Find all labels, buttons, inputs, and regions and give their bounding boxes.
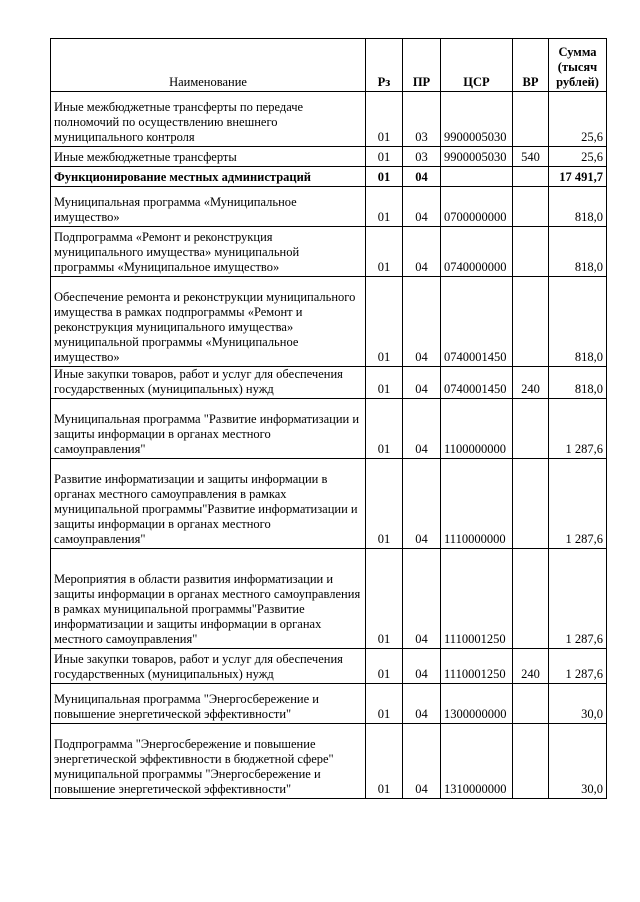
row-name-cell: Подпрограмма «Ремонт и реконструкция муниципального имущества» муниципальной программы «Муниципальное имущество» (51, 227, 366, 277)
row-vr-cell: 540 (513, 147, 549, 167)
table-row (51, 399, 607, 459)
row-name-cell: Иные межбюджетные трансферты по передаче полномочий по осуществлению внешнего муниципального контроля (51, 92, 366, 147)
row-vr-cell (513, 277, 549, 367)
row-vr-cell (513, 549, 549, 649)
row-rz-cell: 01 (366, 167, 403, 187)
row-name-cell: Иные межбюджетные трансферты (51, 147, 366, 167)
row-name-cell: Иные закупки товаров, работ и услуг для обеспечения государственных (муниципальных) нужд (51, 649, 366, 684)
row-name-cell: Муниципальная программа "Энергосбережение и повышение энергетической эффективности" (51, 684, 366, 724)
row-name-cell: Обеспечение ремонта и реконструкции муниципального имущества в рамках подпрограммы «Ремонт и реконструкция муниципального имущества» муниципальной программы «Муниципальное имущество» (51, 277, 366, 367)
row-vr-cell (513, 187, 549, 227)
header-sum: Сумма (тысяч рублей) (549, 39, 607, 92)
row-pr-cell: 04 (403, 649, 441, 684)
row-name-cell: Иные закупки товаров, работ и услуг для обеспечения государственных (муниципальных) нужд (51, 367, 366, 399)
budget-table (50, 38, 607, 799)
table-row (51, 147, 607, 167)
row-csr-cell: 0700000000 (441, 187, 513, 227)
row-sum-cell: 818,0 (549, 277, 607, 367)
row-pr-cell: 04 (403, 399, 441, 459)
row-csr-cell: 9900005030 (441, 147, 513, 167)
row-pr-cell: 04 (403, 277, 441, 367)
row-sum-cell: 25,6 (549, 147, 607, 167)
row-csr-cell: 1310000000 (441, 724, 513, 799)
row-vr-cell (513, 724, 549, 799)
row-pr-cell: 04 (403, 549, 441, 649)
row-csr-cell: 1110001250 (441, 549, 513, 649)
row-csr-cell: 0740001450 (441, 367, 513, 399)
row-sum-cell: 30,0 (549, 724, 607, 799)
row-rz-cell: 01 (366, 649, 403, 684)
row-sum-cell: 1 287,6 (549, 459, 607, 549)
row-csr-cell: 1110001250 (441, 649, 513, 684)
row-sum-cell: 1 287,6 (549, 649, 607, 684)
table-row (51, 227, 607, 277)
row-name-cell: Функционирование местных администраций (51, 167, 366, 187)
row-rz-cell: 01 (366, 227, 403, 277)
table-row (51, 277, 607, 367)
row-sum-cell: 818,0 (549, 227, 607, 277)
header-name: Наименование (51, 39, 366, 92)
row-sum-cell: 17 491,7 (549, 167, 607, 187)
row-rz-cell: 01 (366, 459, 403, 549)
row-pr-cell: 04 (403, 187, 441, 227)
row-rz-cell: 01 (366, 147, 403, 167)
row-rz-cell: 01 (366, 549, 403, 649)
row-vr-cell (513, 459, 549, 549)
row-pr-cell: 03 (403, 147, 441, 167)
row-name-cell: Развитие информатизации и защиты информации в органах местного самоуправления в рамках муниципальной программы"Развитие информатизации и защиты информации в органах местного самоуправления" (51, 459, 366, 549)
row-rz-cell: 01 (366, 187, 403, 227)
row-vr-cell: 240 (513, 649, 549, 684)
row-csr-cell: 1100000000 (441, 399, 513, 459)
header-row (51, 39, 607, 92)
row-csr-cell: 1300000000 (441, 684, 513, 724)
row-csr-cell: 1110000000 (441, 459, 513, 549)
row-sum-cell: 1 287,6 (549, 549, 607, 649)
table-row (51, 187, 607, 227)
row-sum-cell: 25,6 (549, 92, 607, 147)
table-row (51, 724, 607, 799)
row-pr-cell: 04 (403, 684, 441, 724)
row-rz-cell: 01 (366, 399, 403, 459)
row-vr-cell: 240 (513, 367, 549, 399)
table-row (51, 459, 607, 549)
table-row (51, 367, 607, 399)
row-rz-cell: 01 (366, 92, 403, 147)
header-vr: ВР (513, 39, 549, 92)
row-rz-cell: 01 (366, 684, 403, 724)
row-sum-cell: 1 287,6 (549, 399, 607, 459)
row-vr-cell (513, 684, 549, 724)
table-row (51, 684, 607, 724)
row-vr-cell (513, 167, 549, 187)
row-name-cell: Мероприятия в области развития информатизации и защиты информации в органах местного самоуправления в рамках муниципальной программы"Развитие информатизации и защиты информации в органах местного самоуправления" (51, 549, 366, 649)
row-name-cell: Муниципальная программа «Муниципальное имущество» (51, 187, 366, 227)
row-rz-cell: 01 (366, 724, 403, 799)
row-csr-cell: 0740001450 (441, 277, 513, 367)
row-sum-cell: 818,0 (549, 187, 607, 227)
row-sum-cell: 818,0 (549, 367, 607, 399)
row-csr-cell: 0740000000 (441, 227, 513, 277)
table-row (51, 549, 607, 649)
row-vr-cell (513, 227, 549, 277)
row-csr-cell: 9900005030 (441, 92, 513, 147)
row-pr-cell: 04 (403, 724, 441, 799)
row-sum-cell: 30,0 (549, 684, 607, 724)
row-pr-cell: 04 (403, 227, 441, 277)
header-pr: ПР (403, 39, 441, 92)
table-row (51, 649, 607, 684)
row-vr-cell (513, 399, 549, 459)
row-csr-cell (441, 167, 513, 187)
row-pr-cell: 04 (403, 459, 441, 549)
row-vr-cell (513, 92, 549, 147)
row-name-cell: Муниципальная программа "Развитие информатизации и защиты информации в органах местного самоуправления" (51, 399, 366, 459)
header-csr: ЦСР (441, 39, 513, 92)
table-row (51, 92, 607, 147)
table-row (51, 167, 607, 187)
row-rz-cell: 01 (366, 277, 403, 367)
row-name-cell: Подпрограмма "Энергосбережение и повышение энергетической эффективности в бюджетной сфере" муниципальной программы "Энергосбережение и повышение энергетической эффективности" (51, 724, 366, 799)
row-pr-cell: 04 (403, 167, 441, 187)
row-pr-cell: 04 (403, 367, 441, 399)
row-rz-cell: 01 (366, 367, 403, 399)
table-body (51, 92, 607, 799)
row-pr-cell: 03 (403, 92, 441, 147)
header-rz: Рз (366, 39, 403, 92)
